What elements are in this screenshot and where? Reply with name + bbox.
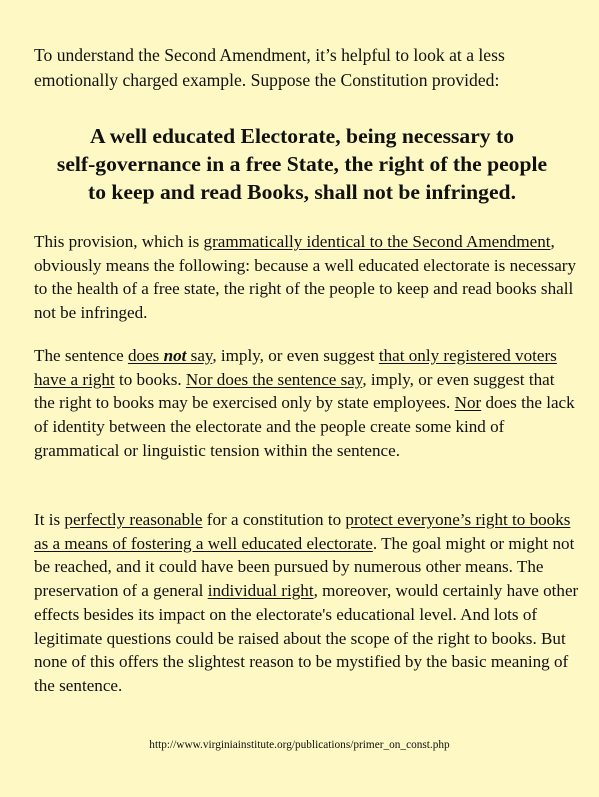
hypothetical-provision-quote [28,122,576,206]
quote-line-2: self-governance in a free State, the right of the people [56,152,548,176]
para2-text-5: does the lack of identity between the electorate and the people create some kind of grammatical or linguistic tension within the sentence. [34,393,575,460]
intro-line-2: emotionally charged example. Suppose the Constitution provided: [34,70,500,90]
source-url: http://www.virginiainstitute.org/publications/primer_on_const.php [149,739,450,751]
paragraph-perfectly-reasonable [34,508,579,698]
para2-underlined-4: Nor [454,393,482,413]
para2-underlined-1-a: does [127,346,164,365]
para2-underlined-3: Nor does the sentence say [185,369,363,389]
para1-text-1: This provision, which is [34,232,204,251]
para2-text-3: to books. [114,369,186,389]
para2-underlined-1 [128,346,212,365]
para2-text-2: , imply, or even suggest [212,346,379,365]
paragraph-grammatical-identity [34,230,579,325]
quote-line-1: A well educated Electorate, being necessary to [90,124,514,148]
para3-underlined-3: individual right [207,581,314,601]
paragraph-does-not-say [34,344,579,463]
para2-underlined-2: that only registered voters have a right [34,346,557,389]
para2-text-4: , imply, or even suggest that the right to books may be exercised only by state employees. [34,369,555,413]
para3-text-3: . The goal might or might not be reached, and it could have been pursued by numerous other means. The preservation of a general [34,533,575,601]
para2-emphasis-not: not [163,346,187,365]
para3-text-4: , moreover, would certainly have other effects besides its impact on the electorate's educational level. And lots of legitimate questions could be raised about the scope of the right to books. But none of this offers the slightest reason to be mystified by the basic meaning of the sentence. [34,581,579,695]
intro-text [34,43,574,93]
intro-line-1: To understand the Second Amendment, it’s helpful to look at a less [34,45,505,65]
para3-text-1: It is [34,510,65,529]
para3-underlined-2: protect everyone’s right to books as a means of fostering a well educated electorate [34,510,571,553]
quote-line-3: to keep and read Books, shall not be infringed. [88,180,516,204]
para2-text-1: The sentence [34,346,128,365]
para1-underlined-1: grammatically identical to the Second Amendment [203,232,551,251]
para3-underlined-1: perfectly reasonable [64,510,203,529]
para3-text-2: for a constitution to [202,510,346,529]
para1-text-2: , obviously means the following: because a well educated electorate is necessary to the health of a free state, the right of the people to keep and read books shall not be infringed. [34,232,577,323]
para2-underlined-1-b: say [186,346,213,365]
